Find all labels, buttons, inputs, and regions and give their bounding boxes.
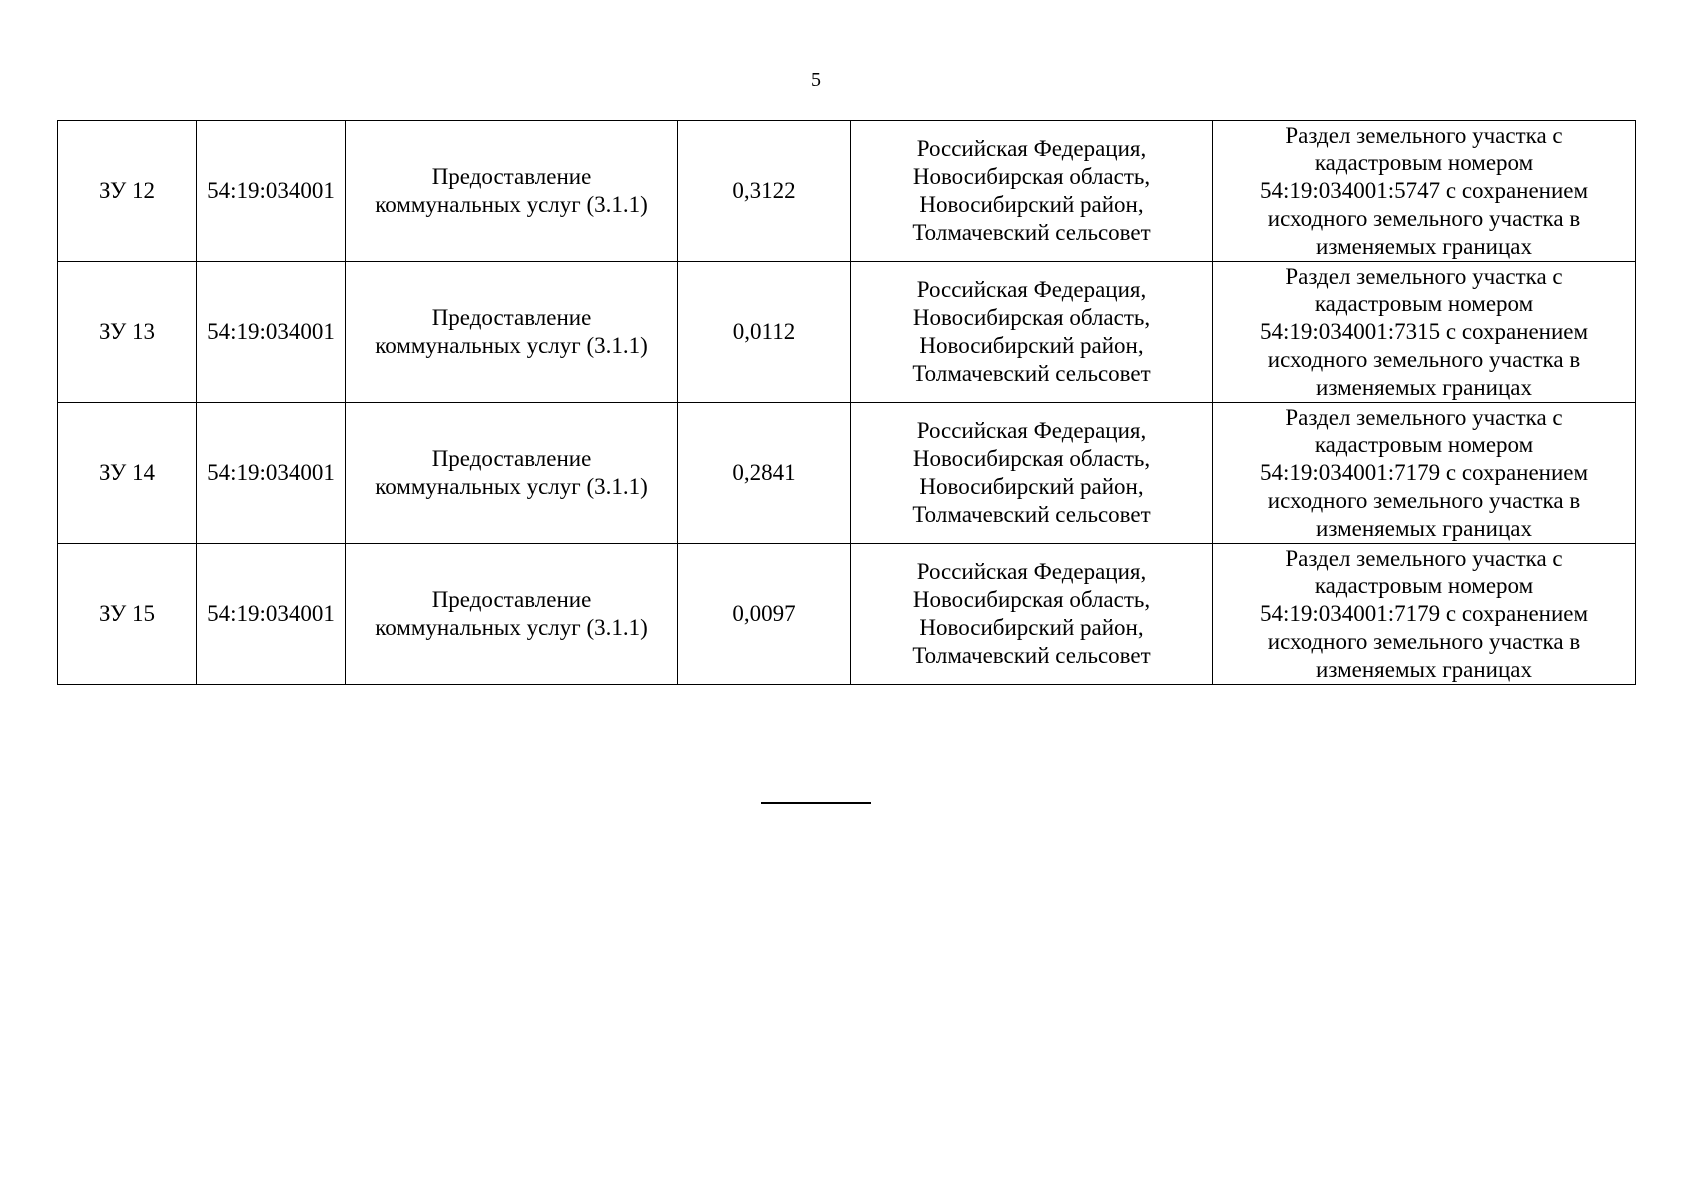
formation-method-line: исходного земельного участка в xyxy=(1267,346,1581,372)
permitted-use-cell xyxy=(346,544,678,685)
location-cell xyxy=(851,544,1213,685)
area-cell: 0,2841 xyxy=(678,403,851,544)
formation-method-line: исходного земельного участка в xyxy=(1267,487,1581,513)
formation-method-line: исходного земельного участка в xyxy=(1267,205,1581,231)
parcel-id-cell: ЗУ 15 xyxy=(58,544,197,685)
permitted-use-cell xyxy=(346,121,678,262)
formation-method-line: кадастровым номером xyxy=(1314,150,1534,176)
parcel-id-cell: ЗУ 14 xyxy=(58,403,197,544)
formation-method-line: изменяемых границах xyxy=(1316,656,1532,682)
area-cell: 0,0112 xyxy=(678,262,851,403)
cadastral-quarter-cell: 54:19:034001 xyxy=(197,262,346,403)
permitted-use-line: коммунальных услуг (3.1.1) xyxy=(375,333,648,358)
location-line: Российская Федерация, xyxy=(916,418,1147,443)
cadastral-quarter-cell: 54:19:034001 xyxy=(197,544,346,685)
permitted-use-line: Предоставление xyxy=(431,305,592,330)
permitted-use-cell xyxy=(346,262,678,403)
area-cell: 0,3122 xyxy=(678,121,851,262)
table-row xyxy=(58,403,1636,544)
permitted-use-line: Предоставление xyxy=(431,446,592,471)
location-cell xyxy=(851,121,1213,262)
parcel-id-cell: ЗУ 13 xyxy=(58,262,197,403)
location-line: Новосибирская область, xyxy=(912,446,1151,471)
formation-method-line: 54:19:034001:7179 с сохранением xyxy=(1259,460,1589,486)
cadastral-quarter-cell: 54:19:034001 xyxy=(197,121,346,262)
formation-method-cell xyxy=(1213,262,1636,403)
formation-method-cell xyxy=(1213,403,1636,544)
formation-method-line: Раздел земельного участка с xyxy=(1285,263,1563,289)
formation-method-cell xyxy=(1213,544,1636,685)
location-cell xyxy=(851,403,1213,544)
location-line: Толмачевский сельсовет xyxy=(912,643,1151,668)
formation-method-line: исходного земельного участка в xyxy=(1267,628,1581,654)
formation-method-line: кадастровым номером xyxy=(1314,432,1534,458)
location-line: Российская Федерация, xyxy=(916,559,1147,584)
formation-method-line: Раздел земельного участка с xyxy=(1285,404,1563,430)
permitted-use-line: коммунальных услуг (3.1.1) xyxy=(375,615,648,640)
page-number: 5 xyxy=(811,69,821,91)
land-parcels-table xyxy=(57,120,1636,685)
permitted-use-cell xyxy=(346,403,678,544)
permitted-use-line: Предоставление xyxy=(431,587,592,612)
formation-method-line: Раздел земельного участка с xyxy=(1285,122,1563,148)
formation-method-line: изменяемых границах xyxy=(1316,515,1532,541)
location-line: Новосибирский район, xyxy=(919,333,1144,358)
table-row xyxy=(58,544,1636,685)
location-line: Толмачевский сельсовет xyxy=(912,361,1151,386)
location-line: Толмачевский сельсовет xyxy=(912,502,1151,527)
location-line: Толмачевский сельсовет xyxy=(912,220,1151,245)
cadastral-quarter-cell: 54:19:034001 xyxy=(197,403,346,544)
permitted-use-line: коммунальных услуг (3.1.1) xyxy=(375,474,648,499)
permitted-use-line: коммунальных услуг (3.1.1) xyxy=(375,192,648,217)
formation-method-line: изменяемых границах xyxy=(1316,374,1532,400)
table-row xyxy=(58,262,1636,403)
location-line: Новосибирская область, xyxy=(912,305,1151,330)
location-line: Новосибирская область, xyxy=(912,587,1151,612)
location-line: Новосибирская область, xyxy=(912,164,1151,189)
location-cell xyxy=(851,262,1213,403)
formation-method-line: кадастровым номером xyxy=(1314,291,1534,317)
formation-method-line: 54:19:034001:7179 с сохранением xyxy=(1259,601,1589,627)
location-line: Российская Федерация, xyxy=(916,277,1147,302)
location-line: Новосибирский район, xyxy=(919,474,1144,499)
parcel-id-cell: ЗУ 12 xyxy=(58,121,197,262)
end-of-document-rule xyxy=(761,802,871,804)
location-line: Российская Федерация, xyxy=(916,136,1147,161)
table-row xyxy=(58,121,1636,262)
formation-method-line: кадастровым номером xyxy=(1314,573,1534,599)
formation-method-line: 54:19:034001:7315 с сохранением xyxy=(1259,319,1589,345)
location-line: Новосибирский район, xyxy=(919,192,1144,217)
formation-method-line: 54:19:034001:5747 с сохранением xyxy=(1259,178,1589,204)
formation-method-line: Раздел земельного участка с xyxy=(1285,545,1563,571)
location-line: Новосибирский район, xyxy=(919,615,1144,640)
formation-method-line: изменяемых границах xyxy=(1316,233,1532,259)
permitted-use-line: Предоставление xyxy=(431,164,592,189)
area-cell: 0,0097 xyxy=(678,544,851,685)
formation-method-cell xyxy=(1213,121,1636,262)
